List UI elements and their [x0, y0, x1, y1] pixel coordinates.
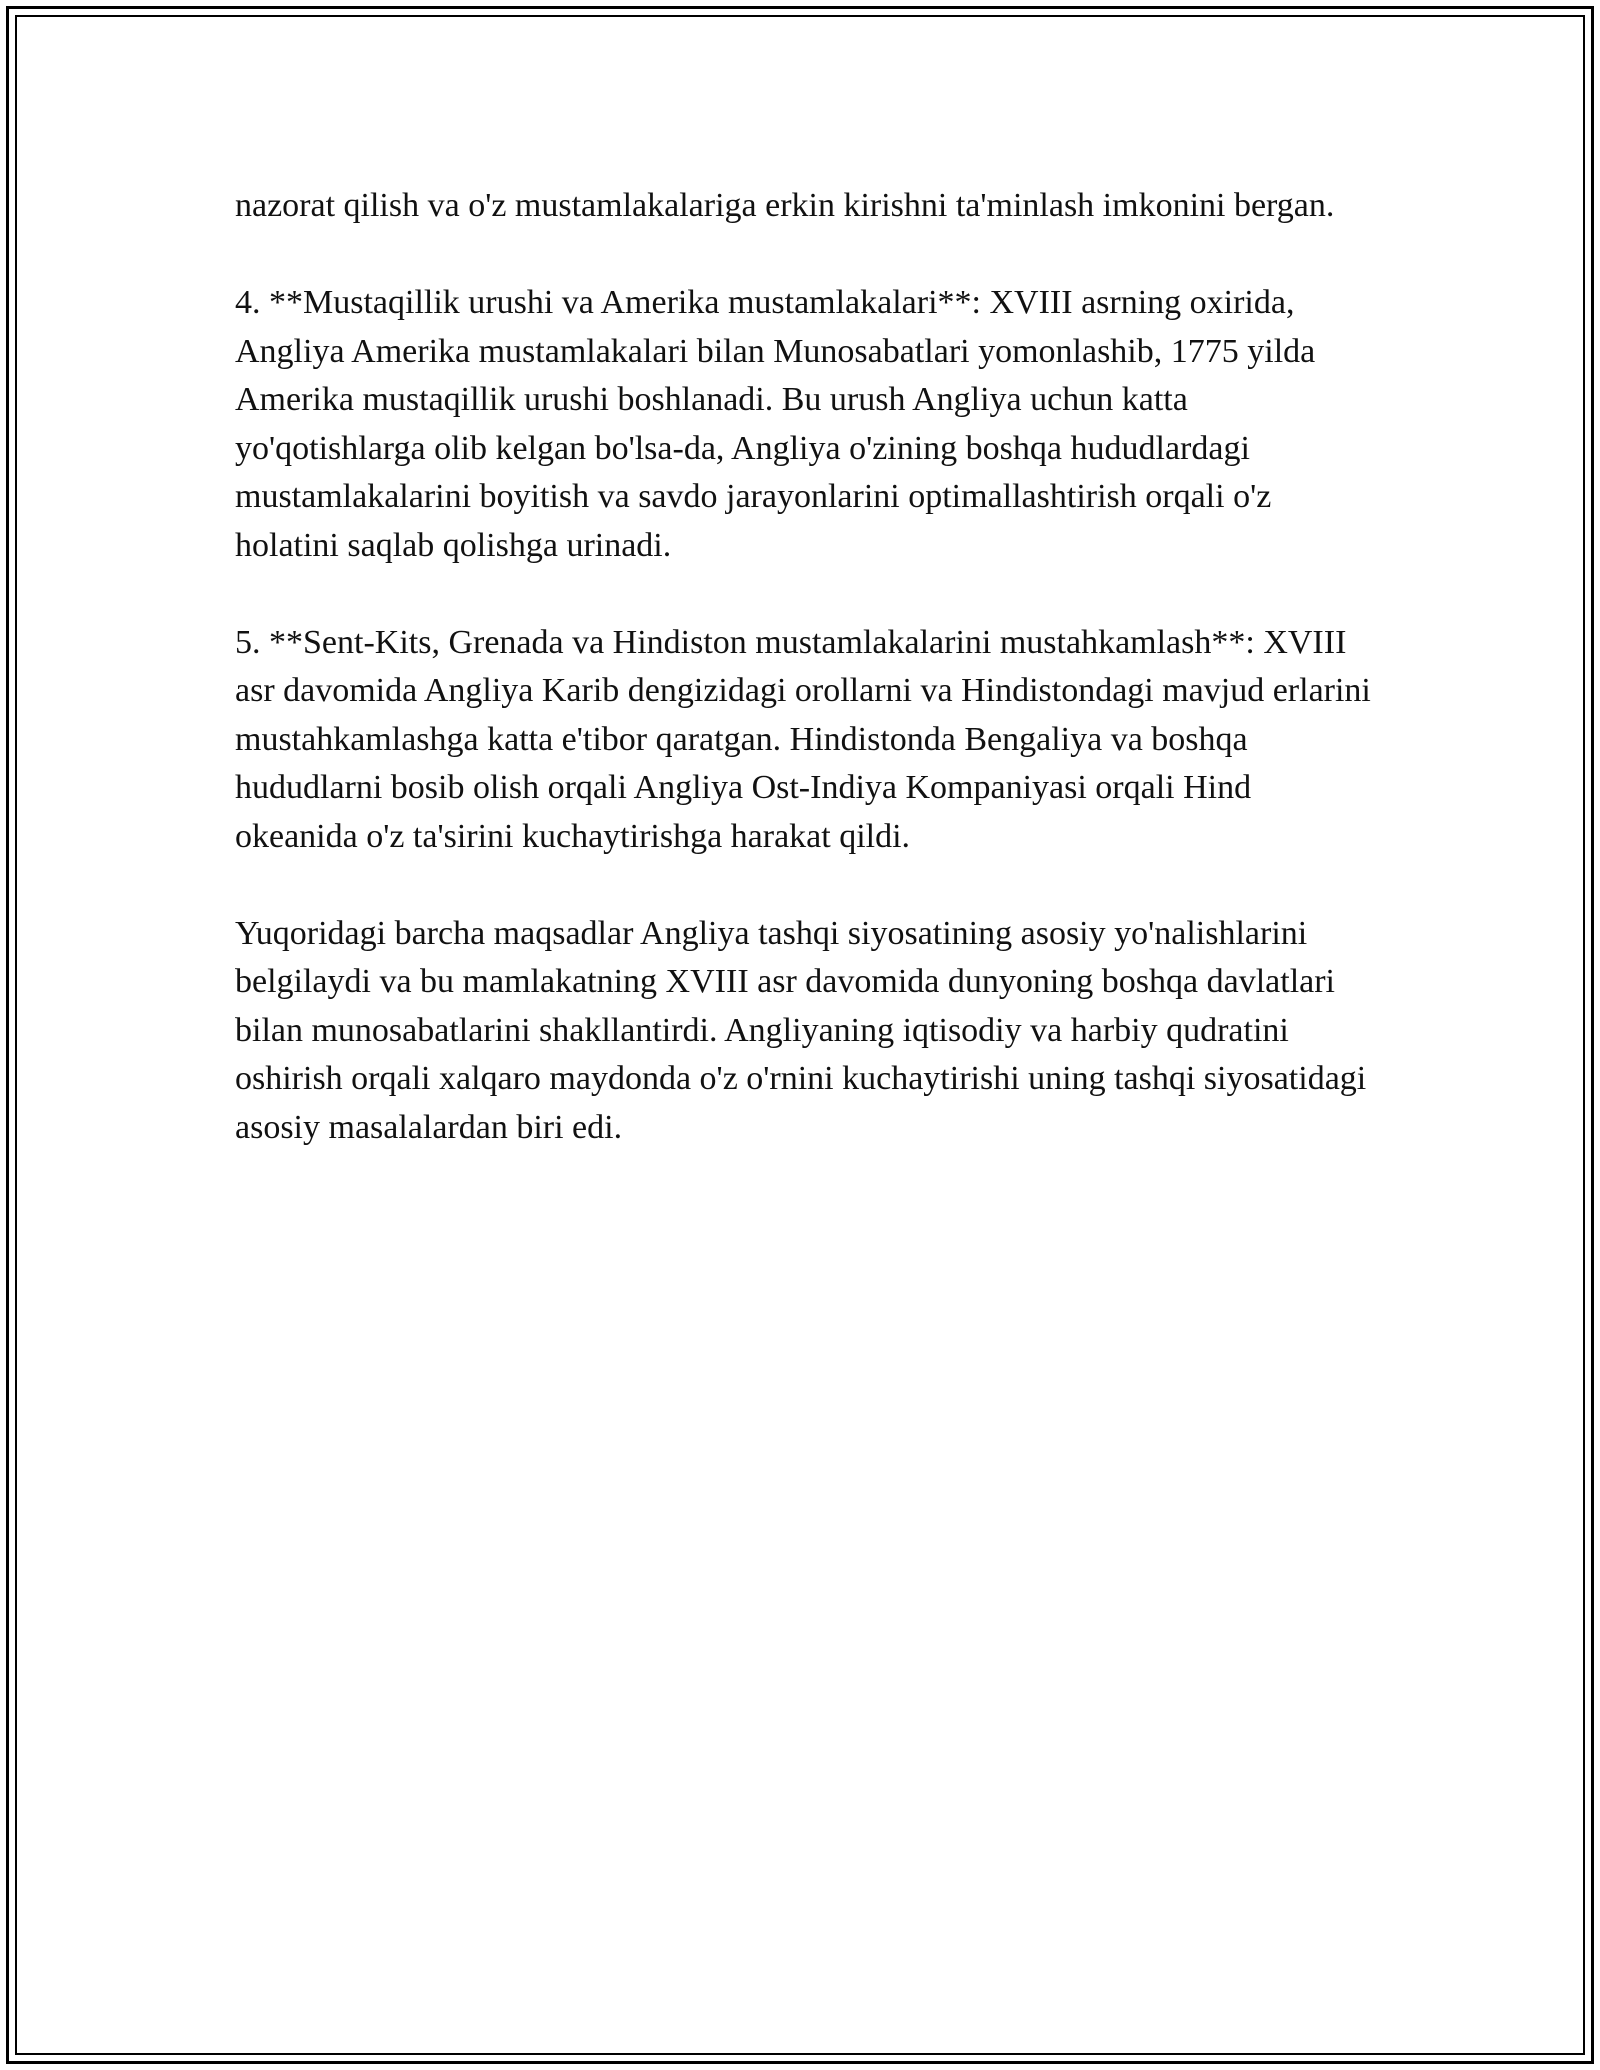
- paragraph-item-5: 5. **Sent-Kits, Grenada va Hindiston mustamlakalarini mustahkamlash**: XVIII asr davomida Angliya Karib dengizidagi orollarni va Hindistondagi mavjud erlarini mustahkamlashga katta e'tibor qaratgan. Hindistonda Bengaliya va boshqa hududlarni bosib olish orqali Angliya Ost-Indiya Kompaniyasi orqali Hind okeanida o'z ta'sirini kuchaytirishga harakat qildi.: [235, 623, 1371, 855]
- document-body: [235, 182, 1375, 1201]
- paragraph-continuation: nazorat qilish va o'z mustamlakalariga erkin kirishni ta'minlash imkonini bergan.: [235, 187, 1335, 224]
- paragraph-item-4: 4. **Mustaqillik urushi va Amerika mustamlakalari**: XVIII asrning oxirida, Angliya Amerika mustamlakalari bilan Munosabatlari yomonlashib, 1775 yilda Amerika mustaqillik urushi boshlanadi. Bu urush Angliya uchun katta yo'qotishlarga olib kelgan bo'lsa-da, Angliya o'zining boshqa hududlardagi mustamlakalarini boyitish va savdo jarayonlarini optimallashtirish orqali o'z holatini saqlab qolishga urinadi.: [235, 284, 1316, 564]
- paragraph-conclusion: Yuqoridagi barcha maqsadlar Angliya tashqi siyosatining asosiy yo'nalishlarini belgilaydi va bu mamlakatning XVIII asr davomida dunyoning boshqa davlatlari bilan munosabatlarini shakllantirdi. Angliyaning iqtisodiy va harbiy qudratini oshirish orqali xalqaro maydonda o'z o'rnini kuchaytirishi uning tashqi siyosatidagi asosiy masalalardan biri edi.: [235, 914, 1367, 1146]
